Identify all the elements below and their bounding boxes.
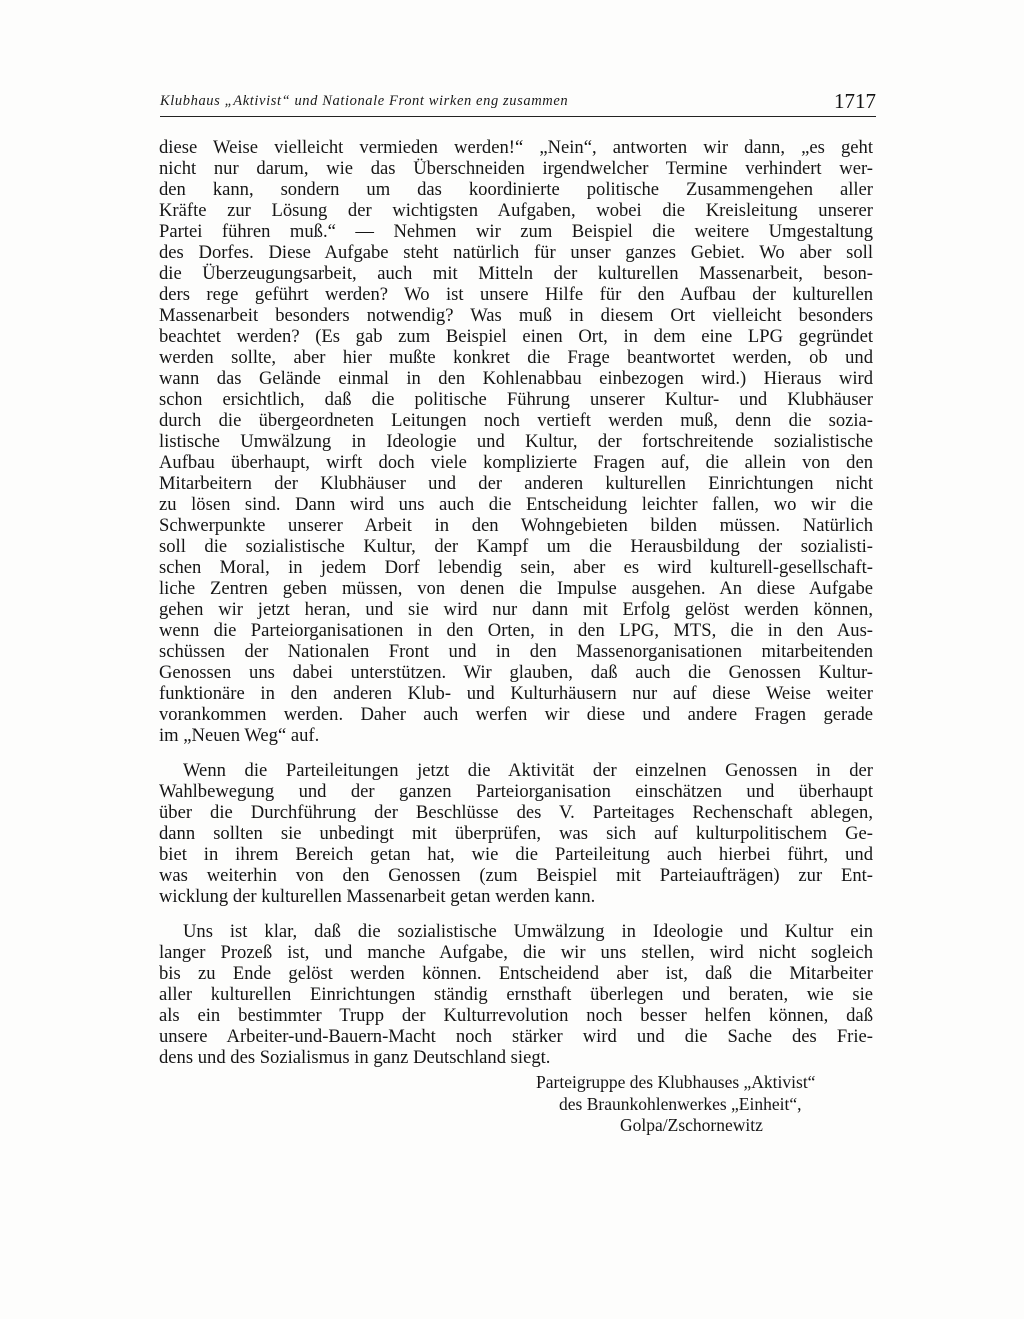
body-text <box>159 137 873 1068</box>
text-line: des Dorfes. Diese Aufgabe steht natürlich für unser ganzes Gebiet. Wo aber soll <box>159 242 873 263</box>
text-line: bis zu Ende gelöst werden können. Entscheidend aber ist, daß die Mitarbeiter <box>159 963 873 984</box>
text-line: Schwerpunkte unserer Arbeit in den Wohngebieten bilden müssen. Natürlich <box>159 515 873 536</box>
paragraph-2 <box>159 760 873 907</box>
text-line: schon ersichtlich, daß die politische Führung unserer Kultur- und Klubhäuser <box>159 389 873 410</box>
text-line: dens und des Sozialismus in ganz Deutschland siegt. <box>159 1047 551 1068</box>
page-header <box>160 90 876 117</box>
paragraph-gap <box>159 907 873 921</box>
signature-line: Parteigruppe des Klubhauses „Aktivist“ <box>536 1072 816 1092</box>
text-line: schüssen der Nationalen Front und in den Massenorganisationen mitarbeitenden <box>159 641 873 662</box>
text-line: Kräfte zur Lösung der wichtigsten Aufgaben, wobei die Kreisleitung unserer <box>159 200 873 221</box>
text-line: soll die sozialistische Kultur, der Kampf um die Herausbildung der sozialisti- <box>159 536 873 557</box>
running-title: Klubhaus „Aktivist“ und Nationale Front wirken eng zusammen <box>160 93 569 109</box>
signature-line: Golpa/Zschornewitz <box>620 1115 763 1135</box>
text-line: schen Moral, in jedem Dorf lebendig sein, aber es wird kulturell-gesellschaft- <box>159 557 873 578</box>
text-line: Massenarbeit besonders notwendig? Was muß in diesem Ort vielleicht besonders <box>159 305 873 326</box>
text-line: Uns ist klar, daß die sozialistische Umwälzung in Ideologie und Kultur ein <box>183 921 873 942</box>
text-line: dann sollten sie unbedingt mit überprüfen, was sich auf kulturpolitischem Ge- <box>159 823 873 844</box>
paragraph-1 <box>159 137 873 746</box>
text-line: zu lösen sind. Dann wird uns auch die Entscheidung leichter fallen, wo wir die <box>159 494 873 515</box>
text-line: durch die übergeordneten Leitungen noch vertieft werden muß, denn die sozia- <box>159 410 873 431</box>
text-line: nicht nur darum, wie das Überschneiden irgendwelcher Termine verhindert wer- <box>159 158 873 179</box>
paragraph-gap <box>159 746 873 760</box>
page-number: 1717 <box>834 89 876 113</box>
signature-line: des Braunkohlenwerkes „Einheit“, <box>559 1093 802 1114</box>
text-line: im „Neuen Weg“ auf. <box>159 725 320 746</box>
text-line: gehen wir jetzt heran, und sie wird nur dann mit Erfolg gelöst werden können, <box>159 599 873 620</box>
text-line: beachtet werden? (Es gab zum Beispiel einen Ort, in dem eine LPG gegründet <box>159 326 873 347</box>
text-line: unsere Arbeiter-und-Bauern-Macht noch stärker wird und die Sache des Frie- <box>159 1026 873 1047</box>
text-line: diese Weise vielleicht vermieden werden!“ „Nein“, antworten wir dann, „es geht <box>159 137 873 158</box>
text-line: als ein bestimmter Trupp der Kulturrevolution noch besser helfen können, daß <box>159 1005 873 1026</box>
text-line: Mitarbeitern der Klubhäuser und der anderen kulturellen Einrichtungen nicht <box>159 473 873 494</box>
text-line: Wahlbewegung und der ganzen Parteiorganisation einschätzen und überhaupt <box>159 781 873 802</box>
text-line: Aufbau überhaupt, wirft doch viele komplizierte Fragen auf, die allein von den <box>159 452 873 473</box>
text-line: biet in ihrem Bereich getan hat, wie die Parteileitung auch hierbei führt, und <box>159 844 873 865</box>
text-line: liche Zentren geben müssen, von denen die Impulse ausgehen. An diese Aufgabe <box>159 578 873 599</box>
text-line: ders rege geführt werden? Wo ist unsere Hilfe für den Aufbau der kulturellen <box>159 284 873 305</box>
text-line: Genossen uns dabei unterstützen. Wir glauben, daß auch die Genossen Kultur- <box>159 662 873 683</box>
text-line: Partei führen muß.“ — Nehmen wir zum Beispiel die weitere Umgestaltung <box>159 221 873 242</box>
text-line: werden sollte, aber hier mußte konkret die Frage beantwortet werden, ob und <box>159 347 873 368</box>
signature-block <box>480 1072 920 1137</box>
text-line: Wenn die Parteileitungen jetzt die Aktivität der einzelnen Genossen in der <box>183 760 873 781</box>
text-line: wenn die Parteiorganisationen in den Orten, in den LPG, MTS, die in den Aus- <box>159 620 873 641</box>
text-line: listische Umwälzung in Ideologie und Kultur, der fortschreitende sozialistische <box>159 431 873 452</box>
text-line: was weiterhin von den Genossen (zum Beispiel mit Parteiaufträgen) zur Ent- <box>159 865 873 886</box>
text-line: den kann, sondern um das koordinierte politische Zusammengehen aller <box>159 179 873 200</box>
text-line: vorankommen werden. Daher auch werfen wir diese und andere Fragen gerade <box>159 704 873 725</box>
text-line: funktionäre in den anderen Klub- und Kulturhäusern nur auf diese Weise weiter <box>159 683 873 704</box>
text-line: wann das Gelände einmal in den Kohlenabbau einbezogen wird.) Hieraus wird <box>159 368 873 389</box>
text-line: aller kulturellen Einrichtungen ständig ernsthaft überlegen und beraten, wie sie <box>159 984 873 1005</box>
text-line: über die Durchführung der Beschlüsse des V. Parteitages Rechenschaft ablegen, <box>159 802 873 823</box>
text-line: langer Prozeß ist, und manche Aufgabe, die wir uns stellen, wird nicht sogleich <box>159 942 873 963</box>
paragraph-3 <box>159 921 873 1068</box>
text-line: wicklung der kulturellen Massenarbeit getan werden kann. <box>159 886 596 907</box>
text-line: die Überzeugungsarbeit, auch mit Mitteln der kulturellen Massenarbeit, beson- <box>159 263 873 284</box>
